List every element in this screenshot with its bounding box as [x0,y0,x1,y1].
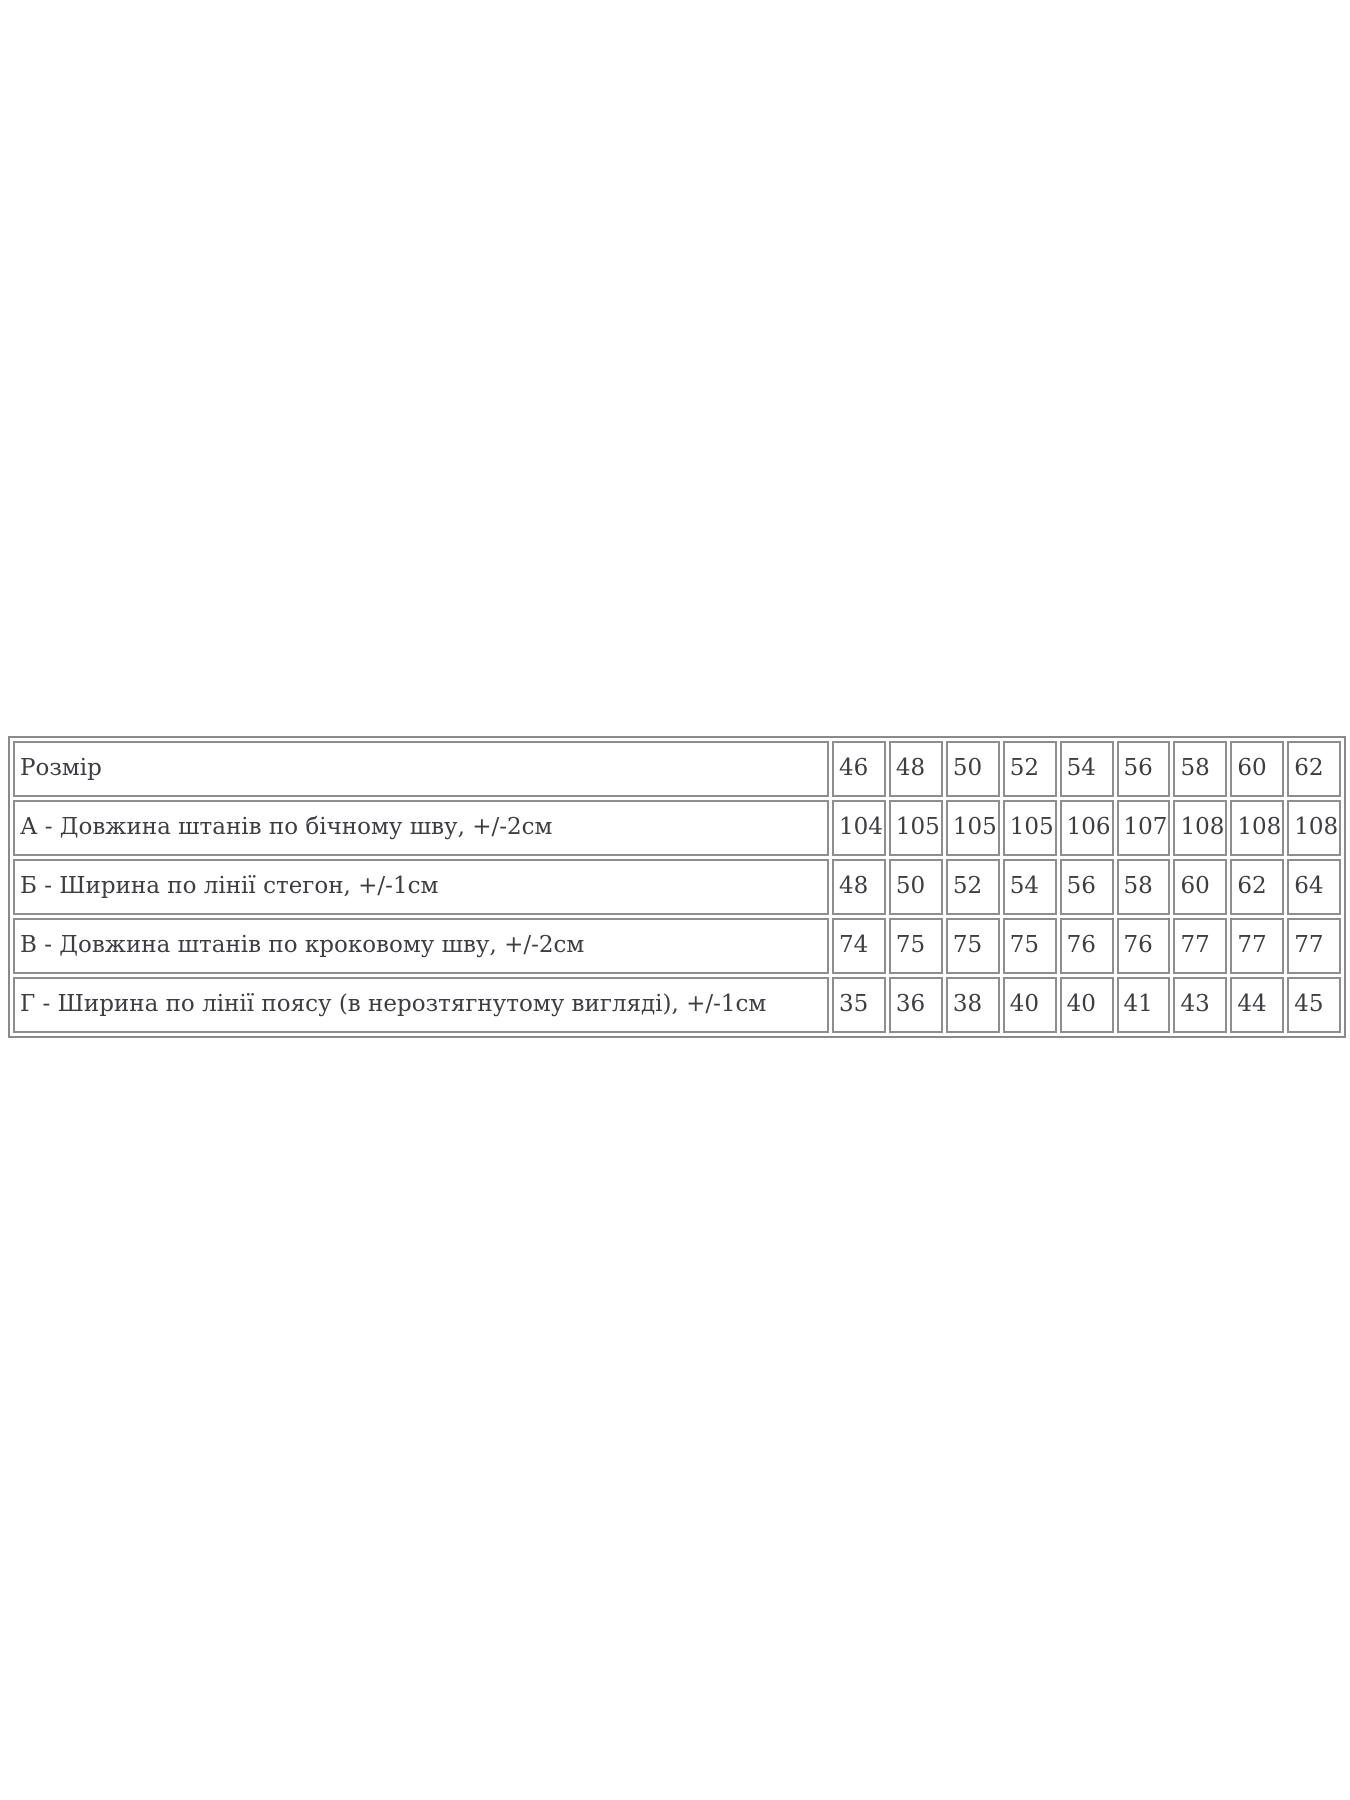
measurement-value-cell: 58 [1117,859,1171,915]
measurement-value-cell: 50 [889,859,943,915]
measurement-value-cell: 62 [1230,859,1284,915]
size-chart-table [8,736,1346,1038]
measurement-value-cell: 52 [946,859,1000,915]
size-value-cell: 60 [1230,741,1284,797]
measurement-value-cell: 77 [1287,918,1341,974]
measurement-value-cell: 38 [946,977,1000,1033]
size-value-cell: 54 [1060,741,1114,797]
measurement-value-cell: 108 [1287,800,1341,856]
measurement-value-cell: 75 [946,918,1000,974]
measurement-value-cell: 45 [1287,977,1341,1033]
measurement-value-cell: 60 [1173,859,1227,915]
measurement-value-cell: 35 [832,977,886,1033]
measurement-value-cell: 43 [1173,977,1227,1033]
measurement-value-cell: 75 [1003,918,1057,974]
table-row [13,977,1341,1033]
measurement-value-cell: 108 [1173,800,1227,856]
measurement-value-cell: 77 [1230,918,1284,974]
row-label: В - Довжина штанів по кроковому шву, +/-2см [13,918,829,974]
size-value-cell: 50 [946,741,1000,797]
measurement-value-cell: 36 [889,977,943,1033]
measurement-value-cell: 108 [1230,800,1284,856]
table-row [13,918,1341,974]
measurement-value-cell: 40 [1003,977,1057,1033]
row-label: Г - Ширина по лінії поясу (в нерозтягнутому вигляді), +/-1см [13,977,829,1033]
measurement-value-cell: 41 [1117,977,1171,1033]
row-label: Розмір [13,741,829,797]
size-chart-body [13,741,1341,1033]
measurement-value-cell: 56 [1060,859,1114,915]
table-row [13,859,1341,915]
measurement-value-cell: 77 [1173,918,1227,974]
measurement-value-cell: 44 [1230,977,1284,1033]
size-value-cell: 48 [889,741,943,797]
measurement-value-cell: 104 [832,800,886,856]
size-value-cell: 52 [1003,741,1057,797]
row-label: А - Довжина штанів по бічному шву, +/-2см [13,800,829,856]
size-header-row [13,741,1341,797]
size-value-cell: 56 [1117,741,1171,797]
measurement-value-cell: 76 [1060,918,1114,974]
row-label: Б - Ширина по лінії стегон, +/-1см [13,859,829,915]
measurement-value-cell: 64 [1287,859,1341,915]
table-row [13,800,1341,856]
measurement-value-cell: 105 [1003,800,1057,856]
measurement-value-cell: 76 [1117,918,1171,974]
measurement-value-cell: 48 [832,859,886,915]
measurement-value-cell: 40 [1060,977,1114,1033]
measurement-value-cell: 54 [1003,859,1057,915]
measurement-value-cell: 106 [1060,800,1114,856]
measurement-value-cell: 105 [889,800,943,856]
measurement-value-cell: 107 [1117,800,1171,856]
size-value-cell: 46 [832,741,886,797]
measurement-value-cell: 75 [889,918,943,974]
measurement-value-cell: 105 [946,800,1000,856]
size-value-cell: 58 [1173,741,1227,797]
measurement-value-cell: 74 [832,918,886,974]
size-value-cell: 62 [1287,741,1341,797]
